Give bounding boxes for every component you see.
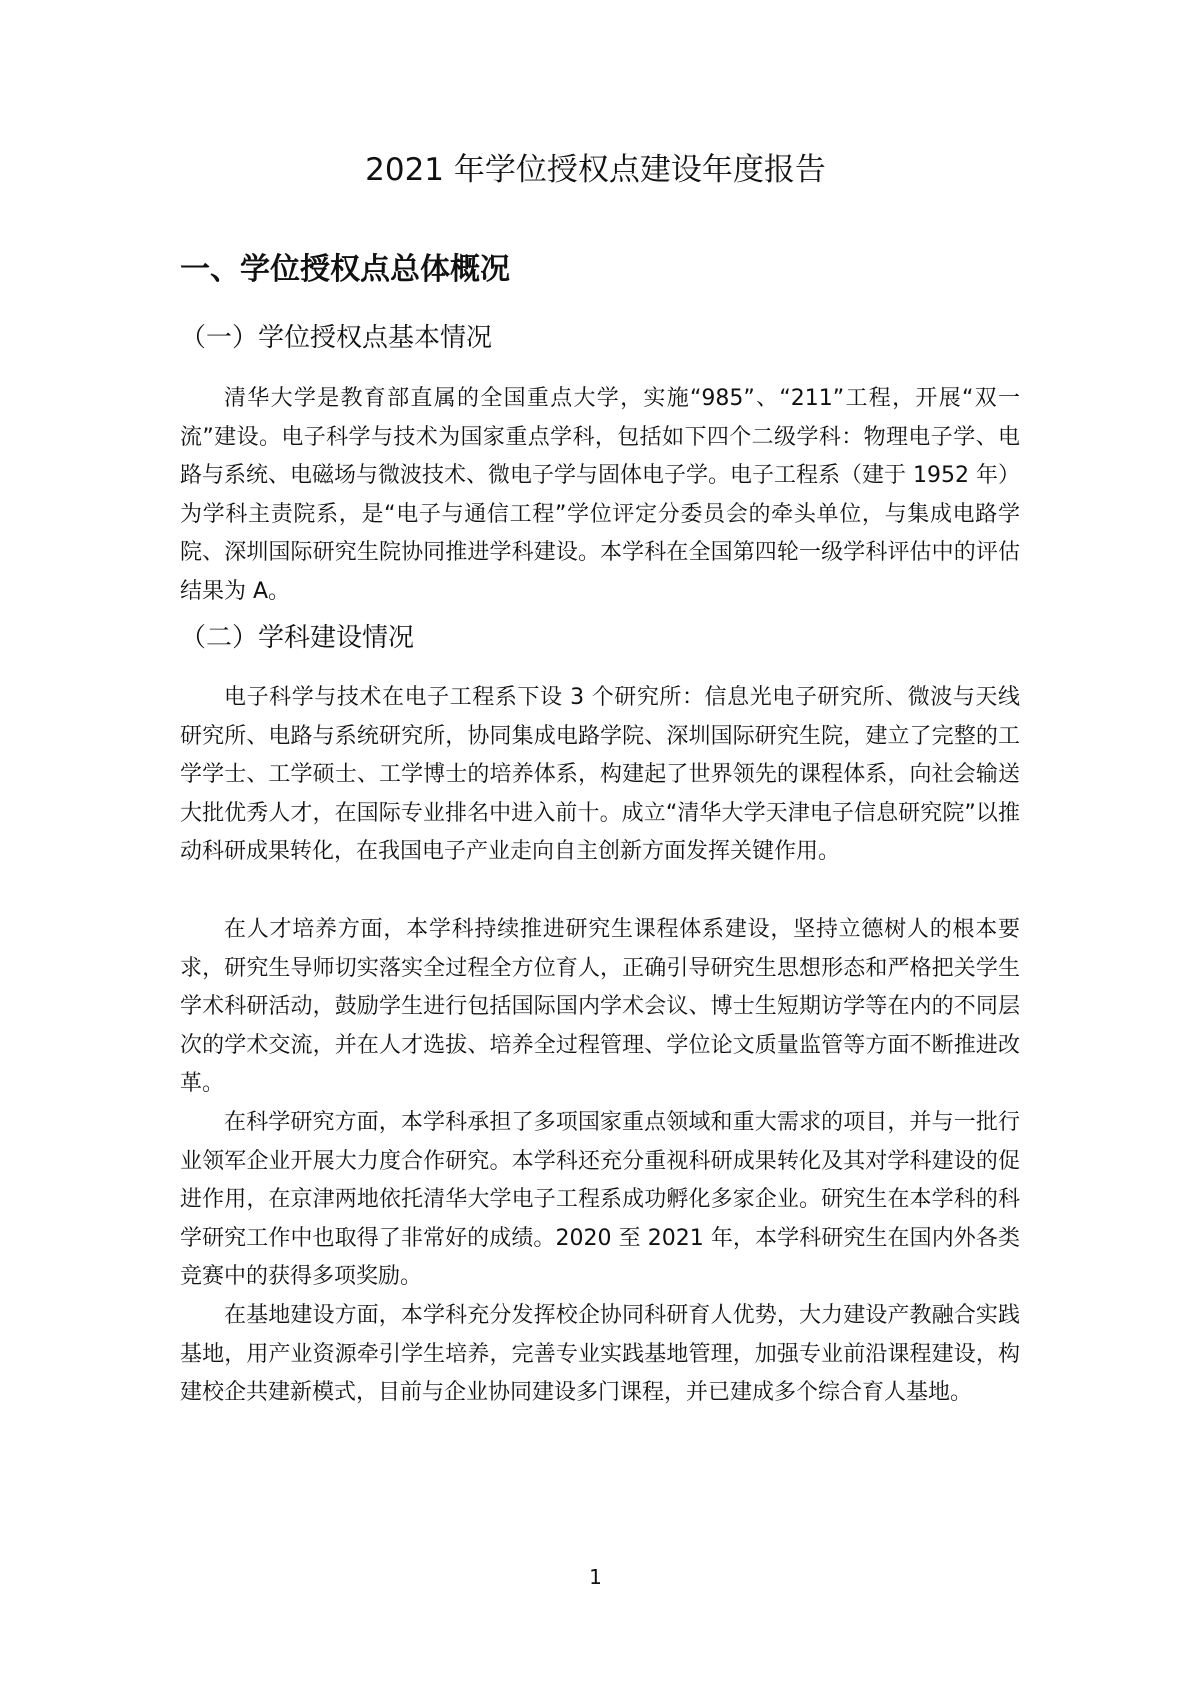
paragraph-talent-cultivation: 在人才培养方面，本学科持续推进研究生课程体系建设，坚持立德树人的根本要求，研究生导师切实落实全过程全方位育人，正确引导研究生思想形态和严格把关学生学术科研活动，鼓励学生进行包括国际国内学术会议、博士生短期访学等在内的不同层次的学术交流，并在人才选拔、培养全过程管理、学位论文质量监管等方面不断推进改革。 [180,917,1020,1096]
page-number: 1 [589,1565,602,1589]
paragraph-basic-info: 清华大学是教育部直属的全国重点大学，实施“985”、“211”工程，开展“双一流”建设。电子科学与技术为国家重点学科，包括如下四个二级学科：物理电子学、电路与系统、电磁场与微波技术、微电子学与固体电子学。电子工程系（建于 1952 年）为学科主责院系，是“电子与通信工程”学位评定分委员会的牵头单位，与集成电路学院、深圳国际研究生院协同推进学科建设。本学科在全国第四轮一级学科评估中的评估结果为 A。 [180,386,1020,604]
subsection-heading-basic-info: （一）学位授权点基本情况 [180,323,493,353]
section-heading-overview: 一、学位授权点总体概况 [180,252,510,287]
subsection-heading-discipline-construction: （二）学科建设情况 [180,623,415,653]
document-title: 2021 年学位授权点建设年度报告 [365,152,826,188]
paragraph-base-construction: 在基地建设方面，本学科充分发挥校企协同科研育人优势，大力建设产教融合实践基地，用产业资源牵引学生培养，完善专业实践基地管理，加强专业前沿课程建设，构建校企共建新模式，目前与企业协同建设多门课程，并已建成多个综合育人基地。 [180,1303,1020,1405]
paragraph-scientific-research: 在科学研究方面，本学科承担了多项国家重点领域和重大需求的项目，并与一批行业领军企业开展大力度合作研究。本学科还充分重视科研成果转化及其对学科建设的促进作用，在京津两地依托清华大学电子工程系成功孵化多家企业。研究生在本学科的科学研究工作中也取得了非常好的成绩。2020 至 2021 年，本学科研究生在国内外各类竞赛中的获得多项奖励。 [180,1110,1020,1289]
paragraph-institutes: 电子科学与技术在电子工程系下设 3 个研究所：信息光电子研究所、微波与天线研究所、电路与系统研究所，协同集成电路学院、深圳国际研究生院，建立了完整的工学学士、工学硕士、工学博士的培养体系，构建起了世界领先的课程体系，向社会输送大批优秀人才，在国际专业排名中进入前十。成立“清华大学天津电子信息研究院”以推动科研成果转化，在我国电子产业走向自主创新方面发挥关键作用。 [180,685,1020,864]
